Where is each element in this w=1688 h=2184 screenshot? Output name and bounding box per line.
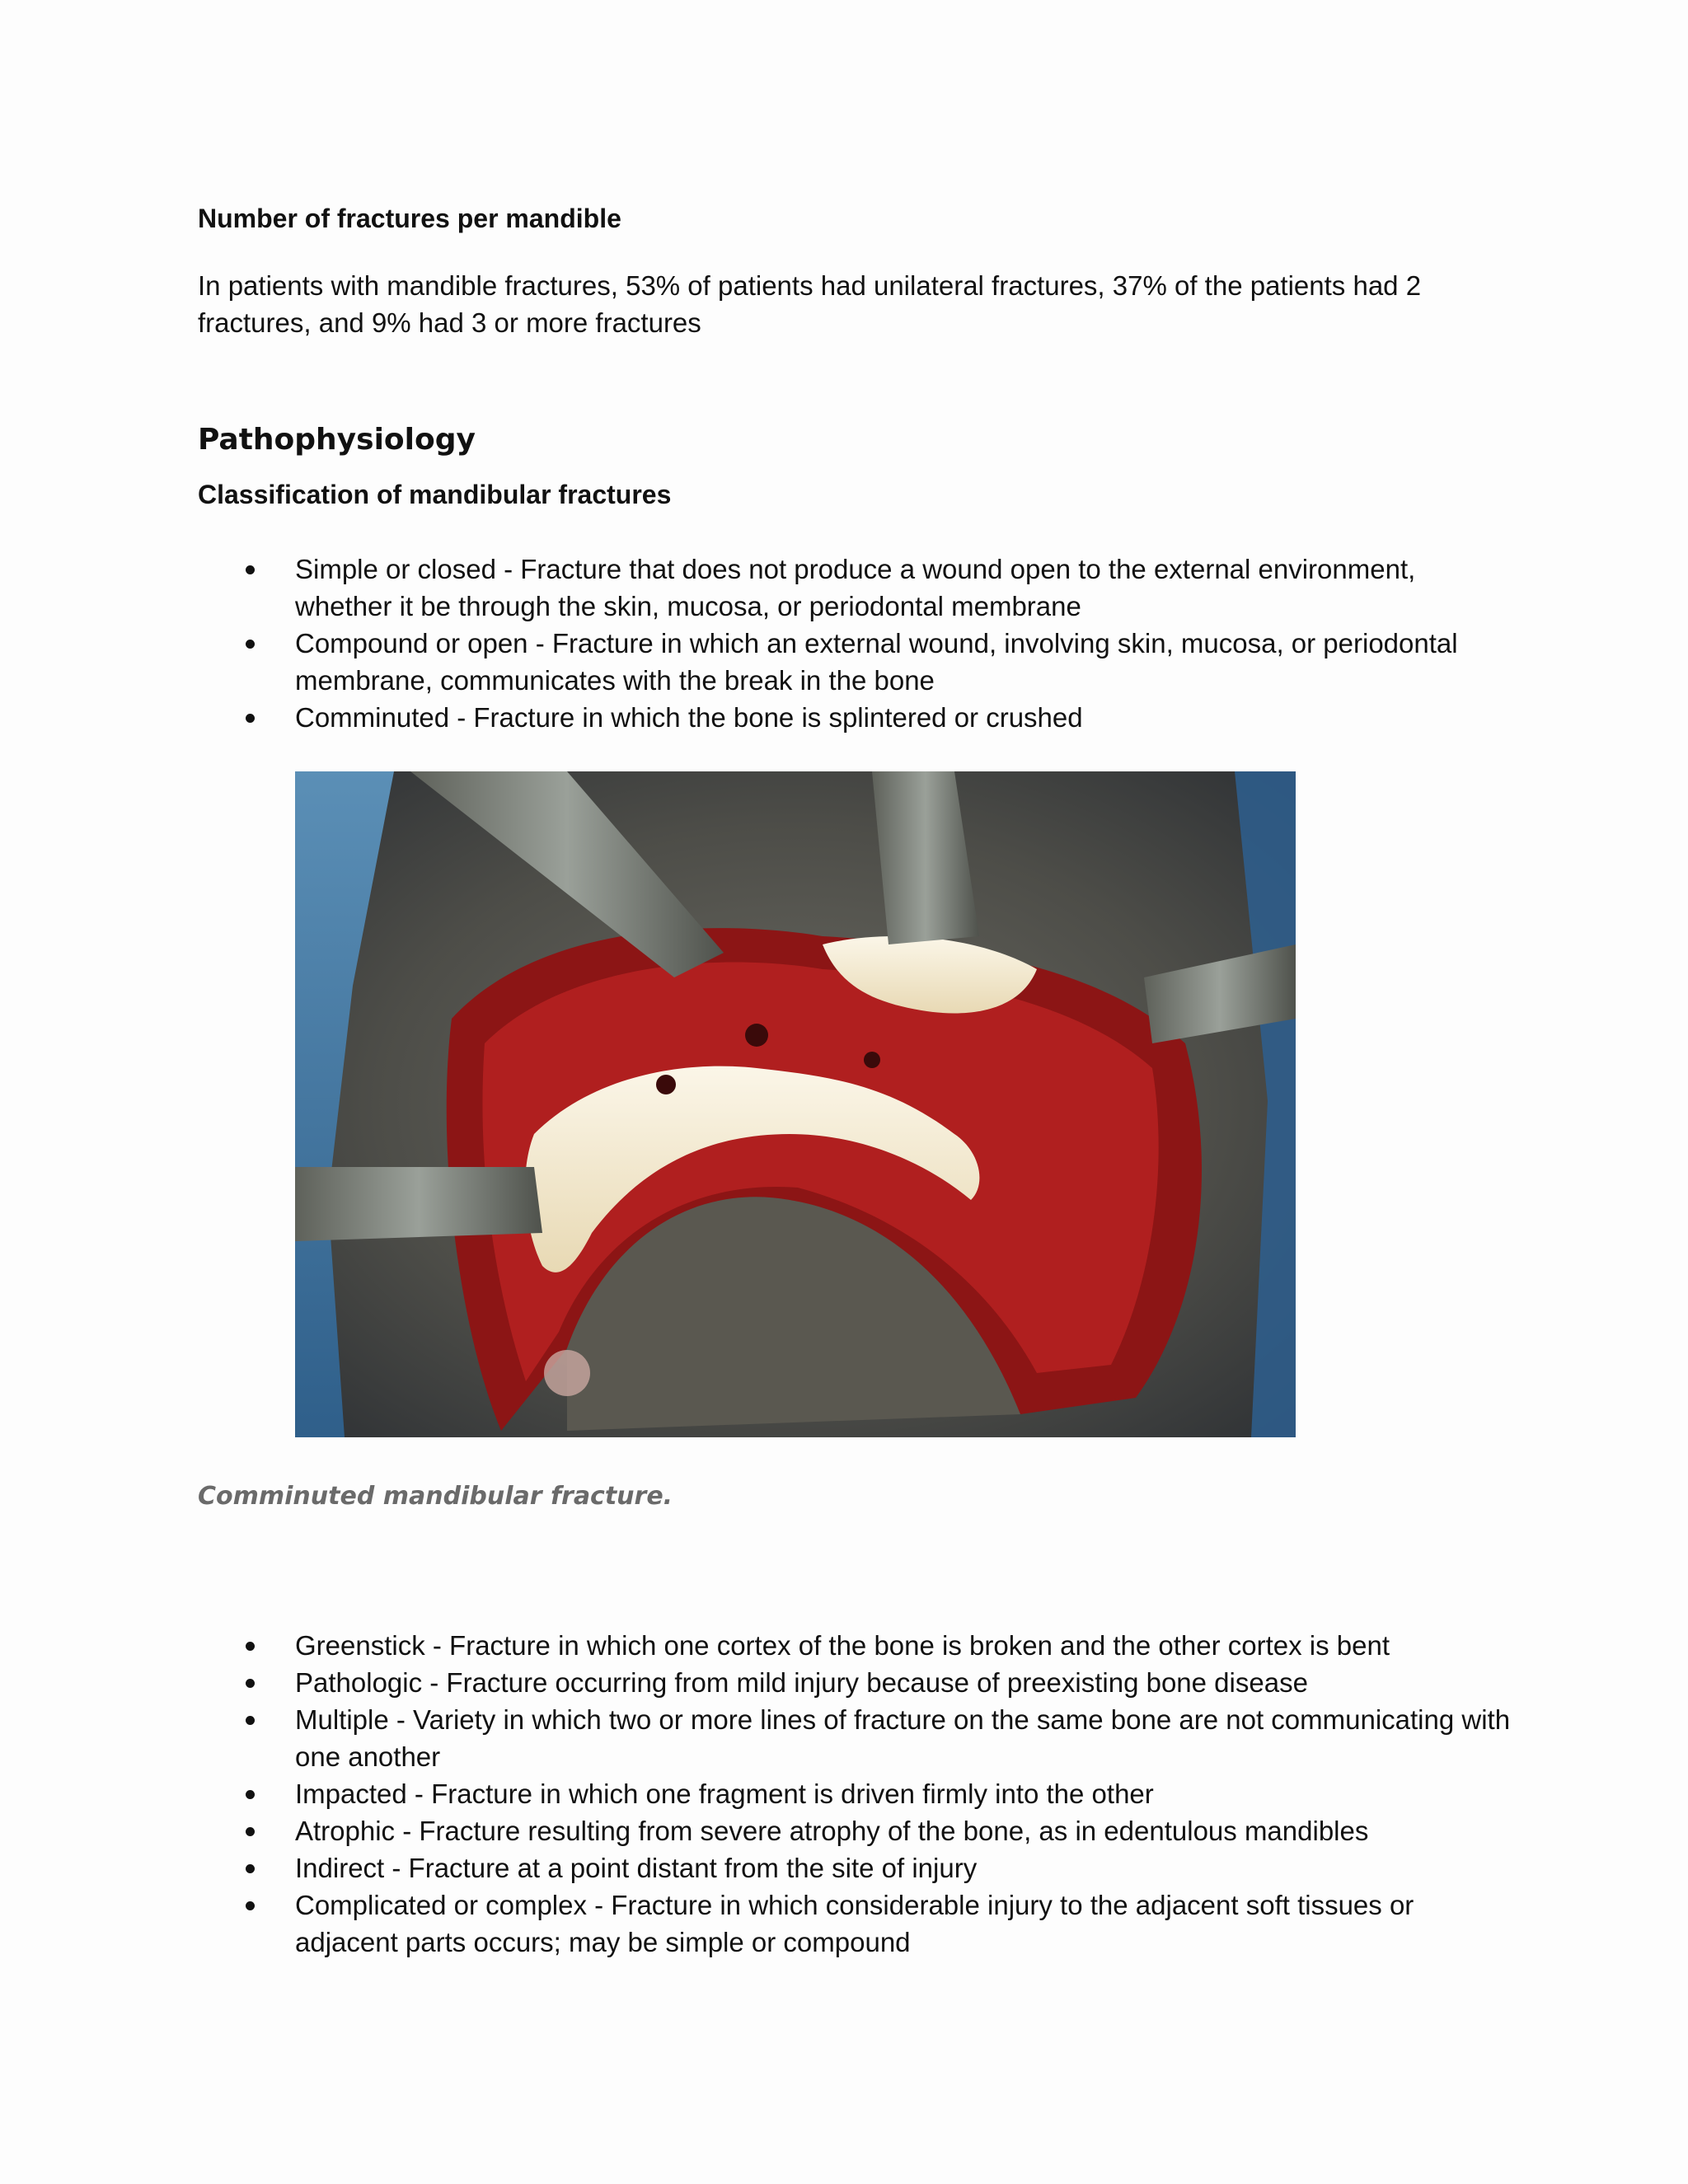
bullet-icon	[246, 1790, 255, 1799]
list-item-text: Complicated or complex - Fracture in which considerable injury to the adjacent soft tissues or adjacent parts occurs; may be simple or compound	[295, 1890, 1414, 1957]
list-item-text: Greenstick - Fracture in which one cortex of the bone is broken and the other cortex is bent	[295, 1630, 1390, 1661]
list-item	[198, 625, 1517, 699]
surgical-photo-comminuted-fracture	[295, 771, 1296, 1437]
heading-classification: Classification of mandibular fractures	[198, 480, 672, 509]
list-item	[198, 1849, 1517, 1886]
bullet-icon	[246, 1827, 255, 1836]
list-item	[198, 1701, 1517, 1775]
paragraph-fracture-statistics: In patients with mandible fractures, 53% of patients had unilateral fractures, 37% of the patients had 2 fractures, and 9% had 3 or more fractures	[198, 270, 1422, 338]
classification-list-1	[198, 551, 1517, 736]
list-item	[198, 1627, 1517, 1664]
list-item	[198, 1664, 1517, 1701]
bullet-icon	[246, 1679, 255, 1688]
list-item	[198, 1812, 1517, 1849]
bullet-icon	[246, 714, 255, 723]
heading-pathophysiology: Pathophysiology	[198, 423, 476, 457]
bullet-icon	[246, 1864, 255, 1873]
list-item-text: Simple or closed - Fracture that does not produce a wound open to the external environment, whether it be through the skin, mucosa, or periodontal membrane	[295, 554, 1416, 621]
classification-list-2	[198, 1627, 1517, 1961]
list-item	[198, 551, 1517, 625]
heading-number-of-fractures: Number of fractures per mandible	[198, 204, 621, 233]
bullet-icon	[246, 1716, 255, 1725]
bullet-icon	[246, 565, 255, 574]
list-item	[198, 1775, 1517, 1812]
figure-caption: Comminuted mandibular fracture.	[198, 1482, 673, 1511]
list-item-text: Pathologic - Fracture occurring from mild injury because of preexisting bone disease	[295, 1667, 1308, 1698]
list-item-text: Atrophic - Fracture resulting from severe atrophy of the bone, as in edentulous mandibles	[295, 1816, 1369, 1846]
bullet-icon	[246, 640, 255, 649]
list-item	[198, 1886, 1517, 1961]
list-item-text: Impacted - Fracture in which one fragment is driven firmly into the other	[295, 1779, 1154, 1809]
list-item-text: Compound or open - Fracture in which an external wound, involving skin, mucosa, or periodontal membrane, communicates with the break in the bone	[295, 628, 1458, 696]
list-item-text: Comminuted - Fracture in which the bone is splintered or crushed	[295, 702, 1083, 733]
list-item	[198, 699, 1517, 736]
bullet-icon	[246, 1901, 255, 1910]
list-item-text: Indirect - Fracture at a point distant from the site of injury	[295, 1853, 978, 1883]
list-item-text: Multiple - Variety in which two or more lines of fracture on the same bone are not communicating with one another	[295, 1704, 1511, 1772]
bullet-icon	[246, 1642, 255, 1651]
